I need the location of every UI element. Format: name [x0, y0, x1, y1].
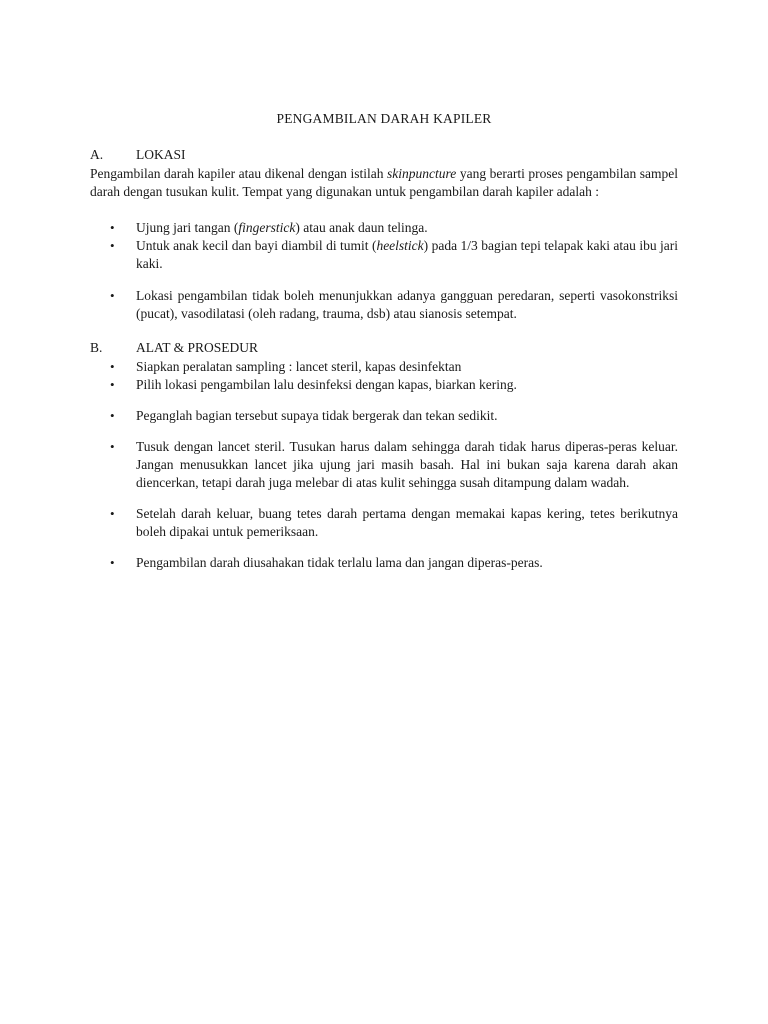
bullet-icon: •: [110, 238, 115, 253]
section-b-title: ALAT & PROSEDUR: [136, 340, 259, 355]
list-item: [90, 237, 678, 273]
section-a-heading: [90, 147, 186, 163]
item-text: Peganglah bagian tersebut supaya tidak bergerak dan tekan sedikit.: [136, 408, 498, 423]
item-text: Pengambilan darah diusahakan tidak terlalu lama dan jangan diperas-peras.: [136, 555, 543, 570]
item-text: Untuk anak kecil dan bayi diambil di tumit (: [136, 238, 377, 253]
section-a-intro: [90, 165, 678, 201]
section-a-letter: A.: [90, 147, 104, 162]
bullet-icon: •: [110, 359, 115, 374]
bullet-icon: •: [110, 220, 115, 235]
item-term: heelstick: [376, 238, 424, 253]
list-item: [90, 505, 678, 541]
item-text: Pilih lokasi pengambilan lalu desinfeksi dengan kapas, biarkan kering.: [136, 377, 517, 392]
bullet-icon: •: [110, 377, 115, 392]
bullet-icon: •: [110, 439, 115, 454]
item-text: Siapkan peralatan sampling : lancet steril, kapas desinfektan: [136, 359, 462, 374]
list-item: [90, 376, 678, 394]
item-text: Ujung jari tangan (: [136, 220, 239, 235]
list-item: [90, 407, 678, 425]
bullet-icon: •: [110, 408, 115, 423]
item-text: ) pada 1/3 bagian tepi telapak kaki atau ibu jari kaki.: [136, 238, 678, 271]
section-a-title: LOKASI: [136, 147, 186, 162]
intro-text-1: Pengambilan darah kapiler atau dikenal dengan istilah: [90, 166, 388, 181]
intro-term: skinpuncture: [387, 166, 457, 181]
list-item: [90, 358, 678, 376]
item-text: ) atau anak daun telinga.: [295, 220, 428, 235]
section-b-letter: B.: [90, 340, 103, 355]
section-b-heading: [90, 340, 258, 356]
bullet-icon: •: [110, 555, 115, 570]
section-a-list: [90, 219, 678, 323]
intro-text-2: yang berarti proses pengambilan sampel darah dengan tusukan kulit. Tempat yang digunakan untuk pengambilan darah kapiler adalah :: [90, 166, 678, 199]
bullet-icon: •: [110, 506, 115, 521]
item-text: Setelah darah keluar, buang tetes darah pertama dengan memakai kapas kering, tetes berikutnya boleh dipakai untuk pemeriksaan.: [136, 506, 678, 539]
list-item: [90, 219, 678, 237]
item-text: Tusuk dengan lancet steril. Tusukan harus dalam sehingga darah tidak harus diperas-peras keluar. Jangan menusukkan lancet jika ujung jari masih basah. Hal ini bukan saja karena darah akan diencerkan, tetapi darah juga melebar di atas kulit sehingga susah ditampung dalam wadah.: [136, 439, 678, 490]
bullet-icon: •: [110, 288, 115, 303]
list-item: [90, 287, 678, 323]
document-title: PENGAMBILAN DARAH KAPILER: [276, 111, 492, 126]
item-term: fingerstick: [238, 220, 296, 235]
item-text: Lokasi pengambilan tidak boleh menunjukkan adanya gangguan peredaran, seperti vasokonstriksi (pucat), vasodilatasi (oleh radang, trauma, dsb) atau sianosis setempat.: [136, 288, 678, 321]
list-item: [90, 438, 678, 492]
list-item: [90, 554, 678, 572]
section-b-list: [90, 358, 678, 572]
